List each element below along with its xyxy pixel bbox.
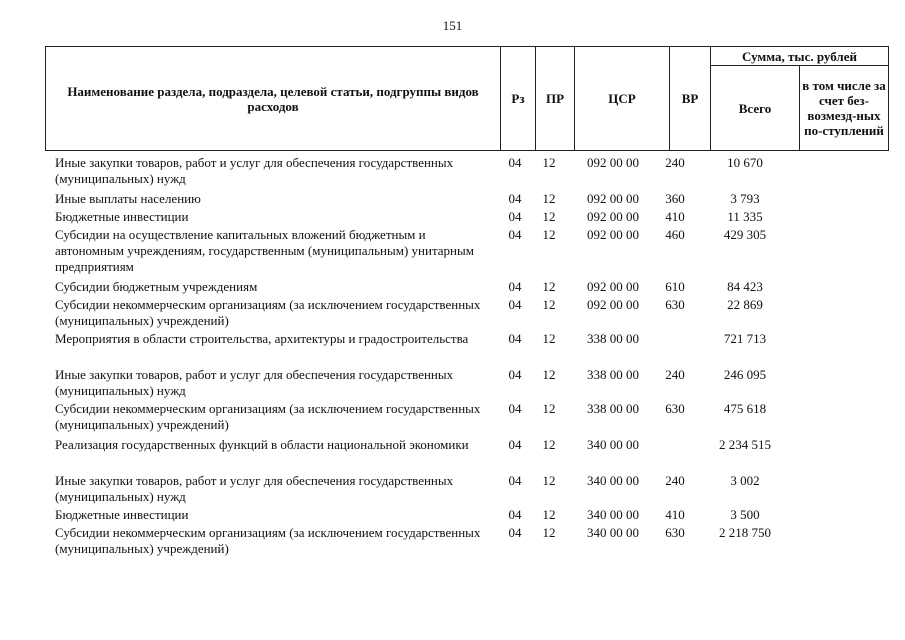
row-csr: 340 00 00 <box>587 437 639 452</box>
row-name: Субсидии некоммерческим организациям (за исключением государственных (муниципальных) учреждений) <box>55 297 481 328</box>
row-rz: 04 <box>508 297 522 312</box>
header-csr: ЦСР <box>575 47 670 151</box>
row-vr: 610 <box>665 279 685 294</box>
row-pr: 12 <box>542 227 556 242</box>
row-sum: 84 423 <box>727 279 763 294</box>
row-pr: 12 <box>542 507 556 522</box>
row-rz: 04 <box>508 227 522 242</box>
row-name: Бюджетные инвестиции <box>55 209 189 224</box>
row-csr: 092 00 00 <box>587 191 639 206</box>
header-incl: в том числе за счет без-возмезд-ных по-ступлений <box>800 66 889 151</box>
row-sum: 22 869 <box>727 297 763 312</box>
row-sum: 3 500 <box>730 507 760 522</box>
row-vr: 360 <box>665 191 685 206</box>
row-name: Мероприятия в области строительства, архитектуры и градостроительства <box>55 331 469 346</box>
row-rz: 04 <box>508 473 522 488</box>
row-pr: 12 <box>542 525 556 540</box>
row-vr: 460 <box>665 227 685 242</box>
row-csr: 092 00 00 <box>587 297 639 312</box>
row-sum: 10 670 <box>727 155 763 170</box>
row-csr: 338 00 00 <box>587 367 639 382</box>
row-name: Иные закупки товаров, работ и услуг для обеспечения государственных (муниципальных) нужд <box>55 367 454 398</box>
row-rz: 04 <box>508 191 522 206</box>
row-pr: 12 <box>542 279 556 294</box>
row-name: Иные закупки товаров, работ и услуг для обеспечения государственных (муниципальных) нужд <box>55 155 454 186</box>
row-vr: 410 <box>665 209 685 224</box>
row-csr: 340 00 00 <box>587 507 639 522</box>
row-sum: 721 713 <box>723 331 767 346</box>
row-sum: 246 095 <box>723 367 767 382</box>
row-vr: 240 <box>665 367 685 382</box>
row-vr: 240 <box>665 473 685 488</box>
row-name: Субсидии бюджетным учреждениям <box>55 279 258 294</box>
row-sum: 3 002 <box>730 473 760 488</box>
row-pr: 12 <box>542 209 556 224</box>
row-name: Субсидии на осуществление капитальных вложений бюджетным и автономным учреждениям, государственным (муниципальным) унитарным предприятиям <box>55 227 474 274</box>
row-csr: 092 00 00 <box>587 155 639 170</box>
row-sum: 11 335 <box>727 209 763 224</box>
row-pr: 12 <box>542 473 556 488</box>
row-pr: 12 <box>542 297 556 312</box>
row-rz: 04 <box>508 209 522 224</box>
row-csr: 092 00 00 <box>587 227 639 242</box>
row-rz: 04 <box>508 155 522 170</box>
row-rz: 04 <box>508 525 522 540</box>
row-rz: 04 <box>508 331 522 346</box>
header-vr: ВР <box>670 47 711 151</box>
header-name: Наименование раздела, подраздела, целевой статьи, подгруппы видов расходов <box>46 47 501 151</box>
row-rz: 04 <box>508 507 522 522</box>
row-rz: 04 <box>508 279 522 294</box>
row-pr: 12 <box>542 437 556 452</box>
row-sum: 2 234 515 <box>719 437 771 452</box>
row-name: Бюджетные инвестиции <box>55 507 189 522</box>
row-sum: 2 218 750 <box>719 525 771 540</box>
row-csr: 340 00 00 <box>587 473 639 488</box>
row-vr: 630 <box>665 401 685 416</box>
row-csr: 340 00 00 <box>587 525 639 540</box>
header-pr: ПР <box>536 47 575 151</box>
row-vr: 630 <box>665 297 685 312</box>
row-vr: 630 <box>665 525 685 540</box>
row-pr: 12 <box>542 331 556 346</box>
row-name: Субсидии некоммерческим организациям (за исключением государственных (муниципальных) учреждений) <box>55 525 481 556</box>
table-header <box>45 46 889 151</box>
page-number: 151 <box>442 18 463 33</box>
row-rz: 04 <box>508 437 522 452</box>
row-sum: 475 618 <box>723 401 767 416</box>
row-pr: 12 <box>542 155 556 170</box>
header-rz: Рз <box>501 47 536 151</box>
row-csr: 338 00 00 <box>587 331 639 346</box>
header-sum-group: Сумма, тыс. рублей <box>711 47 889 66</box>
header-total: Всего <box>711 66 800 151</box>
row-name: Реализация государственных функций в области национальной экономики <box>55 437 469 452</box>
row-csr: 092 00 00 <box>587 209 639 224</box>
row-pr: 12 <box>542 367 556 382</box>
row-vr: 240 <box>665 155 685 170</box>
row-vr: 410 <box>665 507 685 522</box>
row-pr: 12 <box>542 191 556 206</box>
row-rz: 04 <box>508 401 522 416</box>
row-rz: 04 <box>508 367 522 382</box>
row-name: Иные выплаты населению <box>55 191 201 206</box>
row-sum: 3 793 <box>730 191 760 206</box>
row-csr: 092 00 00 <box>587 279 639 294</box>
row-name: Субсидии некоммерческим организациям (за исключением государственных (муниципальных) учреждений) <box>55 401 481 432</box>
row-csr: 338 00 00 <box>587 401 639 416</box>
row-pr: 12 <box>542 401 556 416</box>
row-sum: 429 305 <box>723 227 767 242</box>
row-name: Иные закупки товаров, работ и услуг для обеспечения государственных (муниципальных) нужд <box>55 473 454 504</box>
